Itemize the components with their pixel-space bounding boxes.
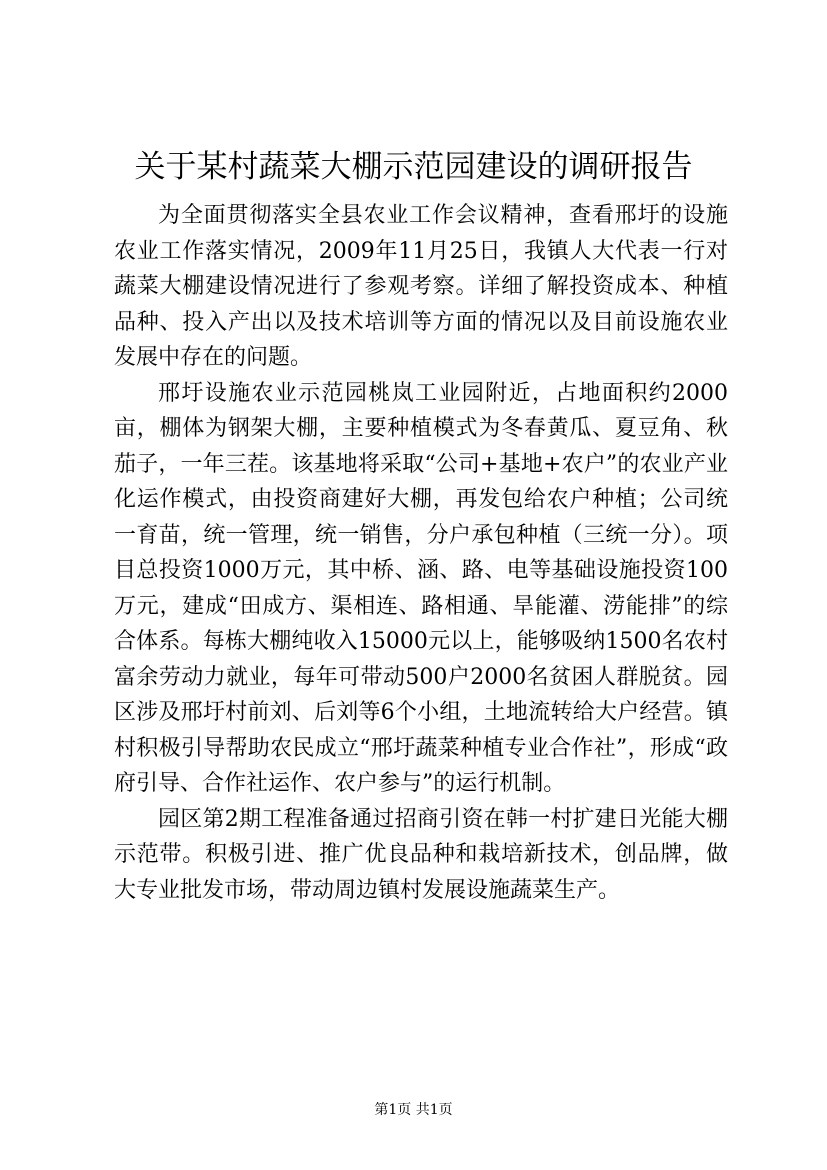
paragraph-2: 邢圩设施农业示范园桃岚工业园附近，占地面积约2000亩，棚体为钢架大棚，主要种植模式为冬春黄瓜、夏豆角、秋茄子，一年三茬。该基地将采取“公司+基地+农户”的农业产业化运作模式，由投资商建好大棚，再发包给农户种植；公司统一育苗，统一管理，统一销售，分户承包种植（三统一分）。项目总投资1000万元，其中桥、涵、路、电等基础设施投资100万元，建成“田成方、渠相连、路相通、旱能灌、涝能排”的综合体系。每栋大棚纯收入15000元以上，能够吸纳1500名农村富余劳动力就业，每年可带动500户2000名贫困人群脱贫。园区涉及邢圩村前刘、后刘等6个小组，土地流转给大户经营。镇村积极引导帮助农民成立“邢圩蔬菜种植专业合作社”，形成“政府引导、合作社运作、农户参与”的运行机制。	[114, 380, 728, 796]
paragraph-1: 为全面贯彻落实全县农业工作会议精神，查看邢圩的设施农业工作落实情况，2009年11月25日，我镇人大代表一行对蔬菜大棚建设情况进行了参观考察。详细了解投资成本、种植品种、投入产出以及技术培训等方面的情况以及目前设施农业发展中存在的问题。	[114, 203, 728, 370]
document-body	[114, 198, 728, 908]
document-title: 关于某村蔬菜大棚示范园建设的调研报告	[134, 149, 693, 185]
paragraph-3: 园区第2期工程准备通过招商引资在韩一村扩建日光能大棚示范带。积极引进、推广优良品种和栽培新技术，创品牌，做大专业批发市场，带动周边镇村发展设施蔬菜生产。	[114, 806, 728, 903]
page-number-footer: 第1页 共1页	[374, 1102, 453, 1118]
